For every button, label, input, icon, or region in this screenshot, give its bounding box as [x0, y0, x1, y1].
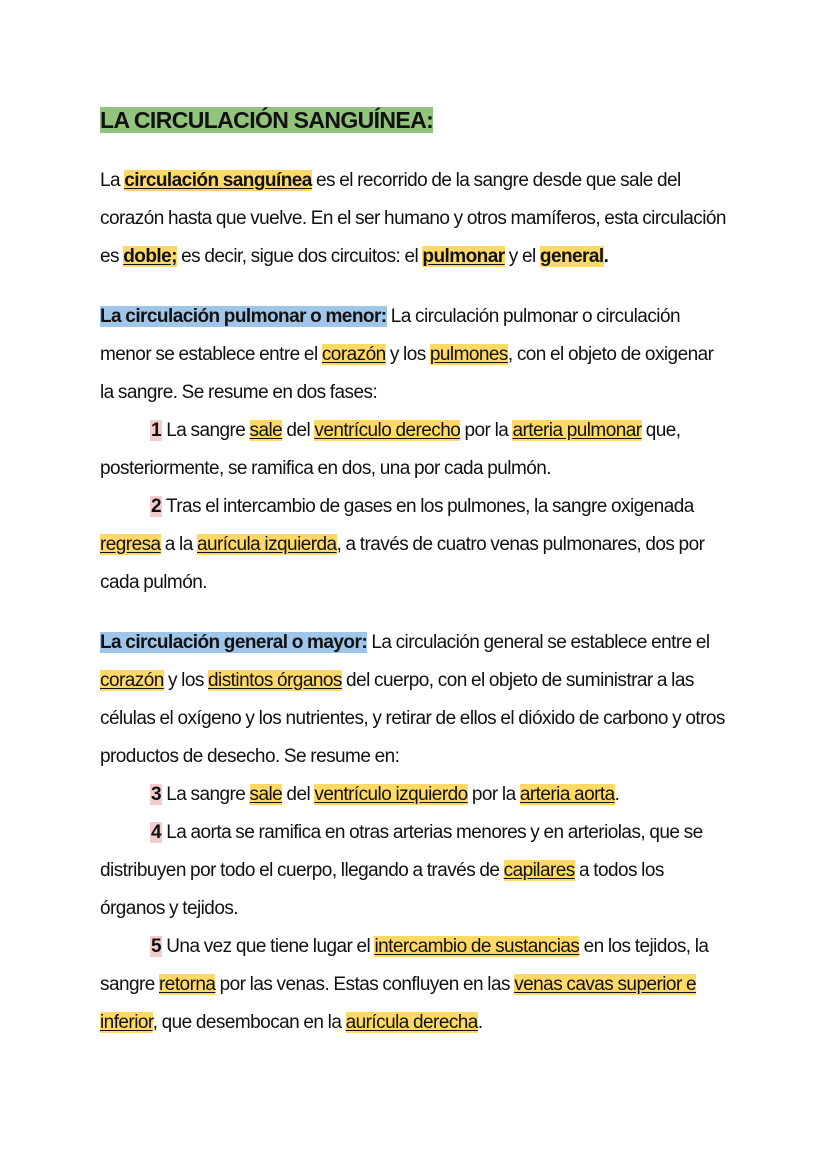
- text-run: La circulación pulmonar o circulación menor se establece entre el: [100, 306, 680, 365]
- keyword-highlight: ventrículo derecho: [314, 420, 461, 441]
- text-run: por las venas. Estas confluyen en las: [215, 974, 515, 995]
- keyword-highlight: corazón: [100, 670, 164, 691]
- text-run: del: [282, 784, 315, 805]
- text-run: .: [477, 1012, 483, 1033]
- step-number: 1: [151, 420, 162, 441]
- keyword-highlight: arteria aorta: [519, 784, 615, 805]
- section-general: [100, 624, 730, 1042]
- section-heading: La circulación pulmonar o menor:: [100, 306, 387, 327]
- keyword-highlight: sale: [249, 420, 283, 441]
- text-run: Una vez que tiene lugar el: [162, 936, 375, 957]
- text-run: a la: [160, 534, 197, 555]
- keyword-highlight: arteria pulmonar: [512, 420, 642, 441]
- keyword-highlight: circulación sanguínea: [124, 170, 312, 191]
- step-5: [100, 928, 730, 1042]
- keyword-highlight: capilares: [503, 860, 575, 881]
- text-run: La aorta se ramifica en otras arterias menores y en arteriolas, que se distribuyen por todo el cuerpo, llegando a través de: [100, 822, 703, 881]
- page-title: [100, 100, 730, 140]
- keyword-highlight: sale: [249, 784, 283, 805]
- step-number: 3: [151, 784, 162, 805]
- general-paragraph: [100, 624, 730, 776]
- text-run: .: [603, 246, 609, 267]
- text-run: , a través de cuatro venas pulmonares, dos por cada pulmón.: [100, 534, 705, 593]
- text-run: y el: [504, 246, 540, 267]
- keyword-highlight: general: [539, 246, 604, 267]
- keyword-highlight: distintos órganos: [208, 670, 342, 691]
- step-number: 5: [151, 936, 162, 957]
- text-run: La: [100, 170, 125, 191]
- text-run: , que desembocan en la: [152, 1012, 346, 1033]
- text-run: .: [614, 784, 620, 805]
- text-run: La circulación general se establece entre el: [367, 632, 710, 653]
- keyword-highlight: retorna: [159, 974, 216, 995]
- keyword-highlight: pulmonar: [422, 246, 505, 267]
- keyword-highlight: aurícula derecha: [345, 1012, 478, 1033]
- text-run: del cuerpo, con el objeto de suministrar a las células el oxígeno y los nutrientes, y retirar de ellos el dióxido de carbono y otros productos de desecho. Se resume en:: [100, 670, 725, 767]
- step-1: [100, 412, 730, 488]
- keyword-highlight: aurícula izquierda: [196, 534, 337, 555]
- step-number: 2: [151, 496, 162, 517]
- text-run: a todos los órganos y tejidos.: [100, 860, 664, 919]
- text-run: es decir, sigue dos circuitos: el: [176, 246, 423, 267]
- text-run: que, posteriormente, se ramifica en dos, una por cada pulmón.: [100, 420, 681, 479]
- text-run: , con el objeto de oxigenar la sangre. Se resume en dos fases:: [100, 344, 714, 403]
- text-run: La sangre: [162, 784, 250, 805]
- title-text: LA CIRCULACIÓN SANGUÍNEA:: [100, 107, 434, 133]
- step-2: [100, 488, 730, 602]
- section-heading: La circulación general o mayor:: [100, 632, 368, 653]
- keyword-highlight: regresa: [100, 534, 161, 555]
- keyword-highlight: ventrículo izquierdo: [314, 784, 468, 805]
- text-run: es el recorrido de la sangre desde que sale del corazón hasta que vuelve. En el ser humano y otros mamíferos, esta circulación es: [100, 170, 726, 267]
- step-4: [100, 814, 730, 928]
- keyword-highlight: intercambio de sustancias: [374, 936, 580, 957]
- text-run: y los: [163, 670, 209, 691]
- intro-paragraph: [100, 162, 730, 276]
- section-pulmonar: [100, 298, 730, 602]
- text-run: en los tejidos, la sangre: [100, 936, 709, 995]
- text-run: por la: [460, 420, 513, 441]
- pulmonar-paragraph: [100, 298, 730, 412]
- step-3: [100, 776, 730, 814]
- step-number: 4: [151, 822, 162, 843]
- keyword-highlight: corazón: [321, 344, 386, 365]
- text-run: y los: [385, 344, 430, 365]
- text-run: del: [282, 420, 315, 441]
- keyword-highlight: doble;: [123, 246, 177, 267]
- text-run: por la: [467, 784, 520, 805]
- keyword-highlight: pulmones: [429, 344, 508, 365]
- text-run: La sangre: [162, 420, 250, 441]
- document-body: [100, 100, 730, 1042]
- keyword-highlight: venas cavas superior e inferior: [100, 974, 696, 1033]
- text-run: Tras el intercambio de gases en los pulmones, la sangre oxigenada: [162, 496, 694, 517]
